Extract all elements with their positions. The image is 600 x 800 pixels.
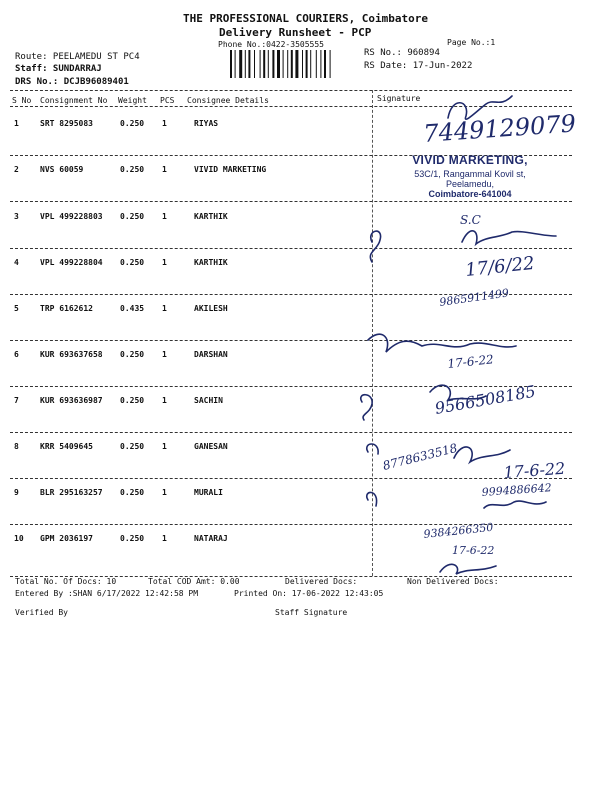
- hw-date-4: 17-6-22: [452, 544, 495, 557]
- header-rule: [10, 106, 572, 107]
- row-pcs: 1: [162, 258, 167, 267]
- col-pcs: PCS: [160, 96, 175, 105]
- col-consignment: Consignment No: [40, 96, 108, 105]
- signature-scribble-11: [440, 564, 496, 574]
- hw-phone-3: 9566508185: [433, 381, 537, 418]
- signature-scribble-3: [462, 231, 556, 244]
- signature-scribble-8: [454, 447, 510, 462]
- hw-phone-4: 8778633518: [381, 440, 459, 473]
- row-consignee: NATARAJ: [194, 534, 228, 543]
- signature-scribble-4: [368, 334, 516, 352]
- hw-date-1: 17/6/22: [464, 252, 536, 281]
- col-consignee: Consignee Details: [187, 96, 269, 105]
- row-weight: 0.250: [120, 350, 145, 359]
- row-weight: 0.250: [120, 258, 145, 267]
- stamp-line3: Peelamedu,: [445, 179, 495, 189]
- row-consignment-no: VPL 499228803: [40, 212, 103, 221]
- row-pcs: 1: [162, 350, 167, 359]
- row-consignment-no: VPL 499228804: [40, 258, 103, 267]
- row-sno: 10: [14, 534, 24, 543]
- staff-label: Staff: SUNDARRAJ: [15, 64, 102, 74]
- row-rule: [10, 478, 572, 479]
- printed-on: Printed On: 17-06-2022 12:43:05: [234, 589, 384, 598]
- runsheet-title: Delivery Runsheet - PCP: [219, 26, 372, 39]
- row-weight: 0.250: [120, 212, 145, 221]
- row-rule: [10, 248, 572, 249]
- table-top-rule: [10, 90, 572, 91]
- row-weight: 0.250: [120, 165, 145, 174]
- non-delivered-docs: Non Delivered Docs:: [407, 577, 499, 586]
- phone-number: Phone No.:0422-3505555: [218, 40, 324, 49]
- hw-phone-6: 9384266350: [422, 520, 494, 541]
- row-pcs: 1: [162, 488, 167, 497]
- hw-phone-5: 9994886642: [481, 481, 553, 499]
- row-consignee: VIVID MARKETING: [194, 165, 267, 174]
- total-cod: Total COD Amt: 0.00: [148, 577, 240, 586]
- row-consignee: SACHIN: [194, 396, 223, 405]
- row-rule: [10, 432, 572, 433]
- row-rule: [10, 201, 572, 202]
- row-sno: 1: [14, 119, 19, 128]
- row-rule: [10, 524, 572, 525]
- delivered-docs: Delivered Docs:: [285, 577, 358, 586]
- row-weight: 0.250: [120, 396, 145, 405]
- row-sno: 4: [14, 258, 19, 267]
- row-consignment-no: SRT 8295083: [40, 119, 93, 128]
- row-sno: 3: [14, 212, 19, 221]
- hw-phone-1: 7449129079: [422, 109, 577, 148]
- row-pcs: 1: [162, 119, 167, 128]
- row-consignee: RIYAS: [194, 119, 219, 128]
- row-consignee: AKILESH: [194, 304, 228, 313]
- rs-number: RS No.: 960894: [364, 48, 440, 58]
- col-signature: Signature: [377, 94, 421, 103]
- stamp-line4: Coimbatore-641004: [428, 189, 512, 199]
- signature-scribble-6: [430, 385, 486, 400]
- row-consignee: DARSHAN: [194, 350, 228, 359]
- hw-date-2: 17-6-22: [446, 352, 495, 371]
- entered-by: Entered By :SHAN 6/17/2022 12:42:58 PM: [15, 589, 199, 598]
- barcode: [230, 50, 354, 78]
- row-consignment-no: BLR 295163257: [40, 488, 103, 497]
- row-weight: 0.250: [120, 534, 145, 543]
- row-pcs: 1: [162, 442, 167, 451]
- col-sno: S No: [12, 96, 32, 105]
- row-rule: [10, 386, 572, 387]
- col-weight: Weight: [118, 96, 147, 105]
- route-label: Route: PEELAMEDU ST PC4: [15, 52, 140, 62]
- row-consignee: KARTHIK: [194, 212, 228, 221]
- row-consignment-no: NVS 60059: [40, 165, 84, 174]
- row-consignment-no: TRP 6162612: [40, 304, 93, 313]
- row-sno: 8: [14, 442, 19, 451]
- signature-scribble-10: [484, 501, 546, 508]
- stamp-line1: VIVID MARKETING,: [412, 153, 528, 167]
- row-rule: [10, 340, 572, 341]
- drs-number: DRS No.: DCJB96089401: [15, 77, 129, 87]
- signature-scribble-1: [448, 96, 512, 119]
- hw-sc: S.C: [460, 213, 481, 227]
- row-consignment-no: KRR 5409645: [40, 442, 93, 451]
- company-stamp: [380, 153, 560, 199]
- stamp-line2: 53C/1, Rangammal Kovil st,: [414, 169, 526, 179]
- page-number: Page No.:1: [447, 38, 496, 47]
- staff-signature: Staff Signature: [275, 608, 348, 617]
- row-pcs: 1: [162, 534, 167, 543]
- row-pcs: 1: [162, 396, 167, 405]
- row-weight: 0.250: [120, 442, 145, 451]
- row-pcs: 1: [162, 304, 167, 313]
- row-weight: 0.250: [120, 488, 145, 497]
- verified-by: Verified By: [15, 608, 68, 617]
- hw-phone-2: 9865911499: [438, 286, 510, 309]
- row-sno: 6: [14, 350, 19, 359]
- total-docs: Total No. Of Docs: 10: [15, 577, 117, 586]
- row-weight: 0.435: [120, 304, 145, 313]
- hw-date-3: 17-6-22: [502, 458, 566, 482]
- row-sno: 7: [14, 396, 19, 405]
- signature-divider: [372, 90, 373, 576]
- row-consignment-no: KUR 693636987: [40, 396, 103, 405]
- row-pcs: 1: [162, 212, 167, 221]
- row-consignment-no: GPM 2036197: [40, 534, 93, 543]
- row-sno: 5: [14, 304, 19, 313]
- row-weight: 0.250: [120, 119, 145, 128]
- signature-scribble-5: [361, 395, 372, 420]
- row-sno: 2: [14, 165, 19, 174]
- rs-date: RS Date: 17-Jun-2022: [364, 61, 473, 71]
- row-consignee: MURALI: [194, 488, 223, 497]
- company-name: THE PROFESSIONAL COURIERS, Coimbatore: [183, 12, 429, 25]
- row-rule: [10, 294, 572, 295]
- row-sno: 9: [14, 488, 19, 497]
- row-consignee: KARTHIK: [194, 258, 228, 267]
- row-pcs: 1: [162, 165, 167, 174]
- row-consignment-no: KUR 693637658: [40, 350, 103, 359]
- row-consignee: GANESAN: [194, 442, 228, 451]
